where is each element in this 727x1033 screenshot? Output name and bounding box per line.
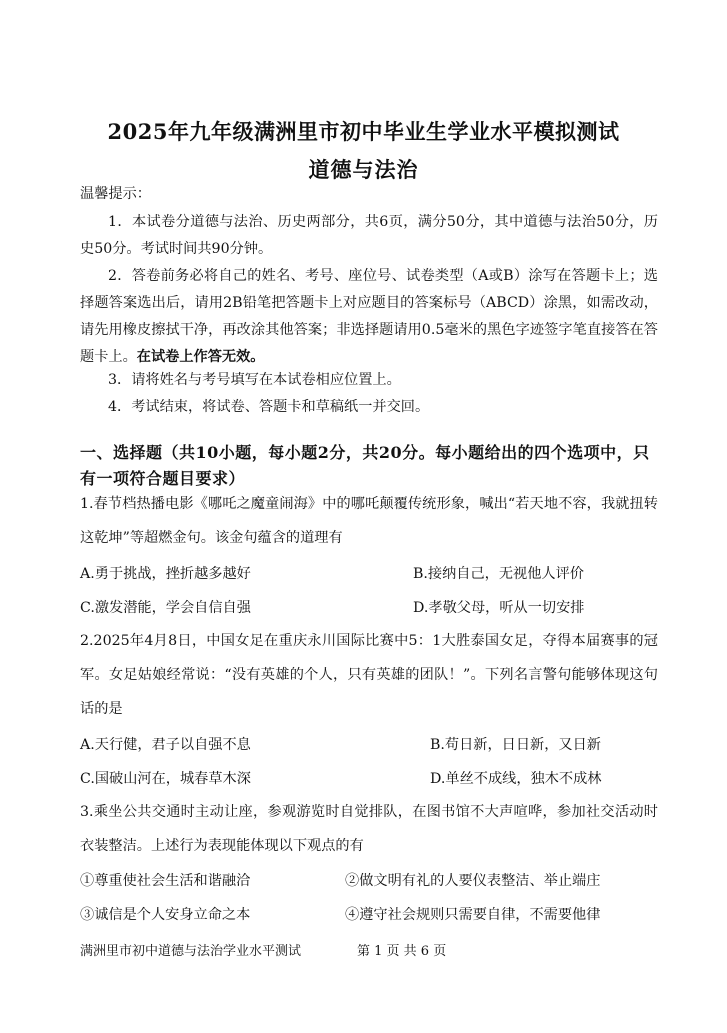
question-2-option-a: A.天行健，君子以自强不息 (80, 737, 251, 753)
notice-item-2 (80, 263, 658, 371)
question-3-option-1: ①尊重使社会生活和谐融洽 (80, 873, 251, 889)
question-2-option-c: C.国破山河在，城春草木深 (80, 771, 251, 787)
question-2-stem: 2.2025年4月8日，中国女足在重庆永川国际比赛中5：1大胜泰国女足，夺得本届赛事的冠军。女足姑娘经常说：“没有英雄的个人，只有英雄的团队！”。下列名言警句能够体现这句话的是 (80, 633, 658, 717)
question-2-option-d: D.单丝不成线，独木不成林 (430, 771, 602, 787)
notice-heading: 温馨提示： (80, 186, 151, 202)
question-1-option-d: D.孝敬父母，听从一切安排 (413, 600, 585, 616)
exam-title: 2025年九年级满洲里市初中毕业生学业水平模拟测试 (107, 119, 620, 144)
question-1-option-b: B.接纳自己，无视他人评价 (413, 566, 584, 582)
question-3-stem: 3.乘坐公共交通时主动让座，参观游览时自觉排队，在图书馆不大声喧哗，参加社交活动时衣装整洁。上述行为表现能体现以下观点的有 (80, 804, 658, 854)
subject-title: 道德与法治 (308, 157, 419, 182)
question-3-option-3: ③诚信是个人安身立命之本 (80, 907, 251, 923)
question-1-option-c: C.激发潜能，学会自信自强 (80, 600, 251, 616)
question-3-option-2: ②做文明有礼的人要仪表整洁、举止端庄 (345, 873, 601, 889)
footer-exam-name: 满洲里市初中道德与法治学业水平测试 (80, 944, 302, 959)
question-1-stem: 1.春节档热播电影《哪吒之魔童闹海》中的哪吒颠覆传统形象，喊出“若天地不容，我就扭转这乾坤”等超燃金句。该金句蕴含的道理有 (80, 496, 658, 546)
notice-item-2-text: 2．答卷前务必将自己的姓名、考号、座位号、试卷类型（A或B）涂写在答题卡上；选择题答案选出后，请用2B铅笔把答题卡上对应题目的答案标号（ABCD）涂黑，如需改动，请先用橡皮擦拭干净，再改涂其他答案；非选择题请用0.5毫米的黑色字迹签字笔直接答在答题卡上。 (80, 268, 658, 365)
question-2-option-b: B.苟日新，日日新，又日新 (430, 737, 601, 753)
footer-page-number: 第 1 页 共 6 页 (357, 944, 447, 959)
question-3-option-4: ④遵守社会规则只需要自律，不需要他律 (345, 907, 601, 923)
notice-item-4: 4．考试结束，将试卷、答题卡和草稿纸一并交回。 (108, 399, 430, 415)
question-1-option-a: A.勇于挑战，挫折越多越好 (80, 566, 251, 582)
notice-item-1: 1．本试卷分道德与法治、历史两部分，共6页，满分50分，其中道德与法治50分，历史50分。考试时间共90分钟。 (80, 214, 658, 257)
section-heading: 一、选择题（共10小题，每小题2分，共20分。每小题给出的四个选项中，只有一项符合题目要求） (80, 443, 650, 488)
notice-item-2-emphasis: 在试卷上作答无效。 (136, 349, 265, 365)
notice-item-3: 3．请将姓名与考号填写在本试卷相应位置上。 (108, 372, 401, 388)
